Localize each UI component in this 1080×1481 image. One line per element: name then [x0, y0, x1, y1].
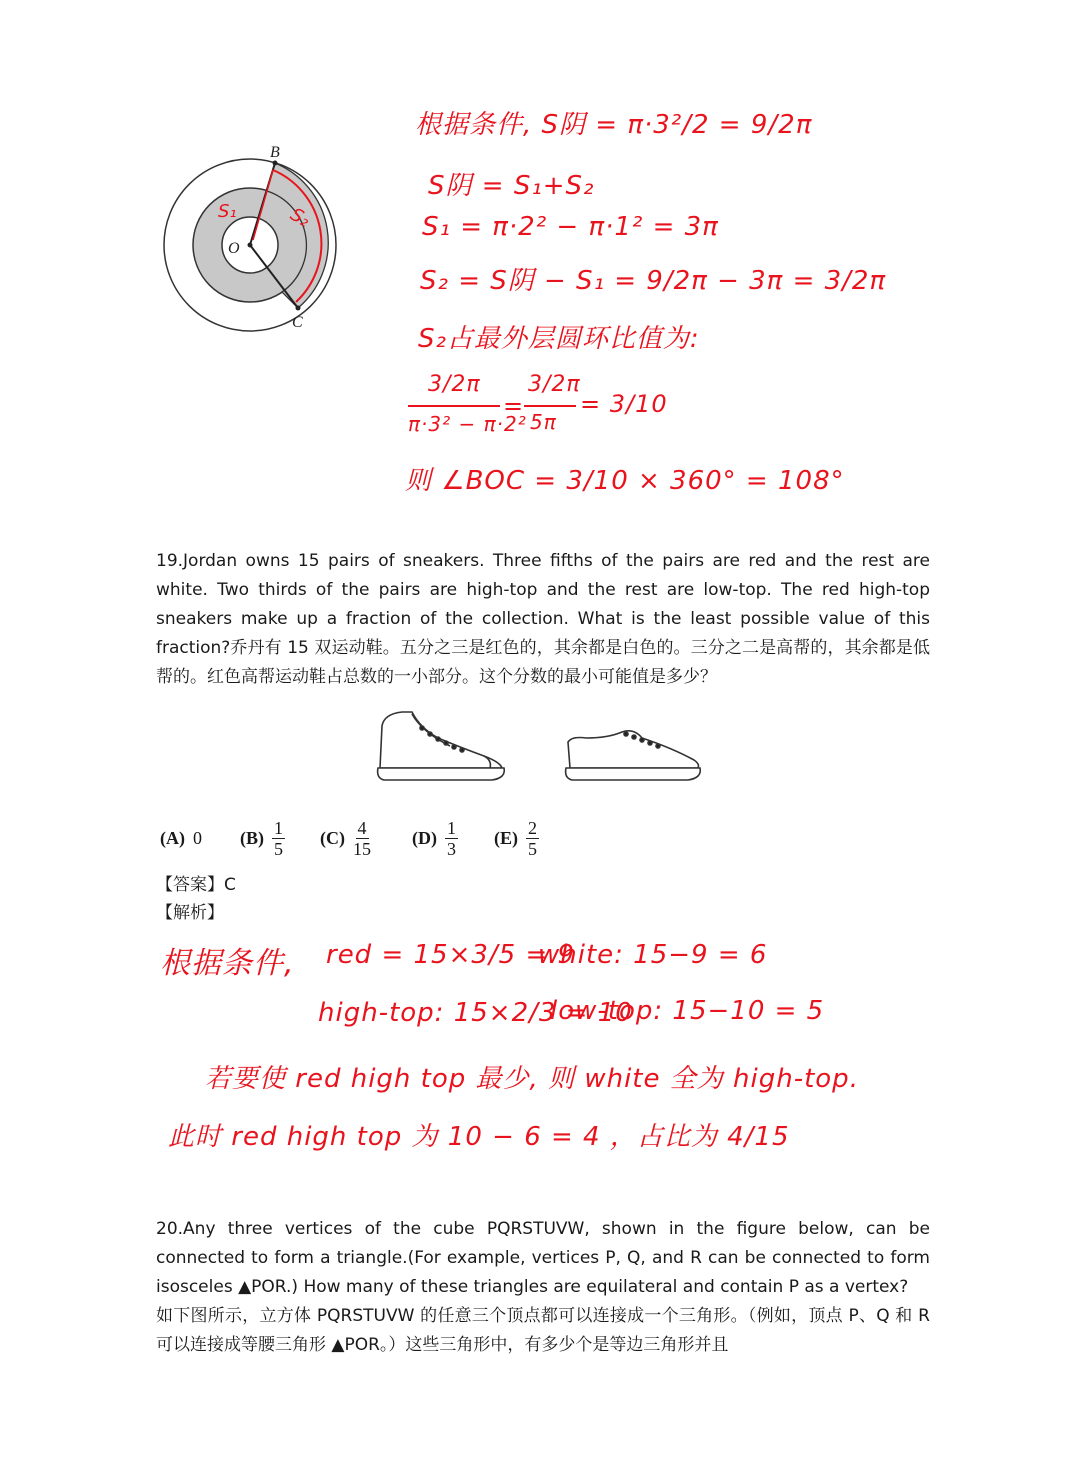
option-b: (B) $\frac{1}{5}$: [240, 817, 283, 859]
sol18-fraction-bar-2: [524, 405, 576, 407]
sol18-line6-num: 3/2π: [428, 372, 481, 397]
q20-english: 20.Any three vertices of the cube PQRSTUVW, shown in the figure below, can be connected to form a triangle.(For example, vertices P, Q, and R can be connected to form isosceles ▲POR.) How many of these triangles are equilateral and contain P as a vertex?: [156, 1219, 930, 1297]
answer-label: 【答案】C: [156, 875, 236, 895]
sol19-line2b: low-top: 15−10 = 5: [550, 996, 825, 1026]
sol18-line5: S₂占最外层圆环比值为:: [418, 324, 700, 354]
sol18-line3: S₁ = π·2² − π·1² = 3π: [422, 212, 719, 242]
q19-chinese-inline: 乔丹有 15 双运动鞋。: [230, 638, 400, 658]
sol18-line6-mid-num: 3/2π: [528, 372, 581, 397]
analysis-label: 【解析】: [156, 903, 224, 923]
sol19-line1b: red = 15×3/5 = 9: [326, 940, 576, 970]
option-a: (A) 0: [160, 827, 202, 848]
low-top-sneaker: [566, 731, 701, 780]
q19-chinese: 五分之三是红色的，其余都是白色的。三分之二是高帮的，其余都是低帮的。红色高帮运动鞋占总数的一小部分。这个分数的最小可能值是多少？: [156, 638, 930, 687]
label-C: C: [292, 314, 303, 331]
option-c: (C) $\frac{4}{15}$: [320, 817, 371, 859]
sol19-line4: 此时 red high top 为 10 − 6 = 4 ，占比为 4/15: [168, 1122, 790, 1152]
label-S1: S₁: [218, 201, 237, 222]
sol18-line7: 则 ∠BOC = 3/10 × 360° = 108°: [405, 466, 845, 496]
sol18-fraction-bar-1: [408, 405, 500, 407]
q19-english: 19.Jordan owns 15 pairs of sneakers. Three fifths of the pairs are red and the rest are white. Two thirds of the pairs are high-top and the rest are low-top. The red high-top sneakers make up a fraction of the collection. What is the least possible value of this fraction?: [156, 551, 930, 658]
label-O: O: [228, 240, 240, 257]
sol18-line6-mid-den: 5π: [530, 410, 557, 434]
sol19-line1a: 根据条件,: [160, 946, 295, 981]
label-B: B: [270, 145, 280, 161]
q19-text: [156, 547, 930, 692]
annulus-figure: [160, 145, 360, 345]
sol19-line3: 若要使 red high top 最少, 则 white 全为 high-top.: [205, 1064, 859, 1094]
sol19-line1c: white: 15−9 = 6: [538, 940, 768, 970]
sol18-line2: S阴 = S₁+S₂: [428, 171, 595, 201]
sol19-line2a: high-top: 15×2/3 = 10: [318, 998, 633, 1028]
sol18-eq-sign: =: [503, 392, 525, 420]
option-e: (E) $\frac{2}{5}$: [494, 817, 537, 859]
q20-chinese: 如下图所示，立方体 PQRSTUVW 的任意三个顶点都可以连接成一个三角形。（例如，顶点 P、Q 和 R 可以连接成等腰三角形 ▲POR。）这些三角形中，有多少个是等边三角形并且: [156, 1306, 930, 1355]
sol18-line6-result: = 3/10: [580, 390, 668, 418]
option-d: (D) $\frac{1}{3}$: [412, 817, 456, 859]
label-S2: S₂: [286, 204, 314, 232]
sneakers-image: [372, 708, 704, 786]
sol18-line6-den: π·3² − π·2²: [408, 412, 527, 436]
sol18-line4: S₂ = S阴 − S₁ = 9/2π − 3π = 3/2π: [420, 266, 887, 296]
high-top-sneaker: [378, 712, 505, 780]
sol18-line1: 根据条件, S阴 = π·3²/2 = 9/2π: [415, 110, 813, 140]
q20-text: [156, 1215, 930, 1360]
